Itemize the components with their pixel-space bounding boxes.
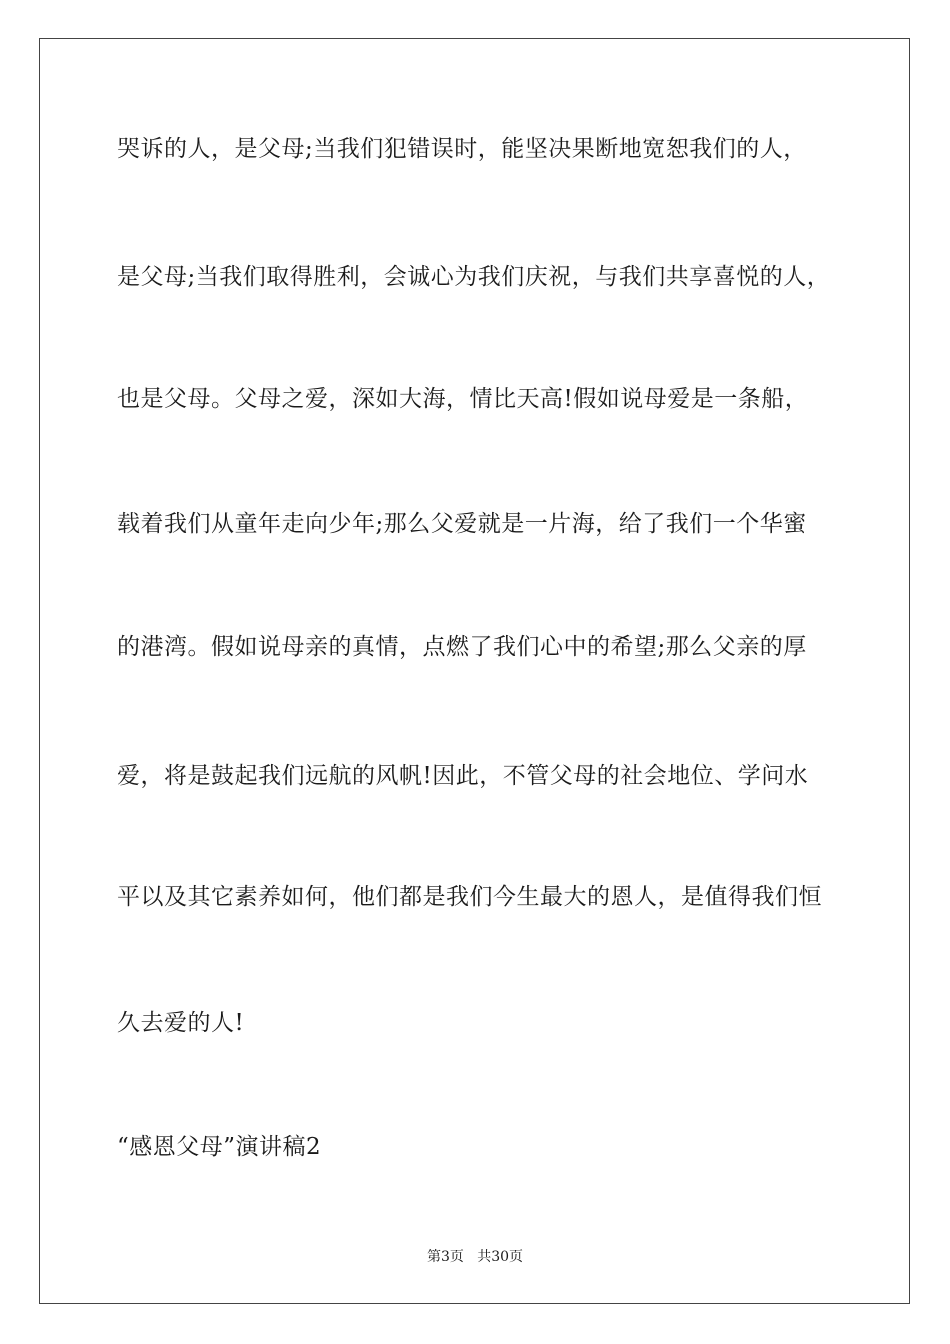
body-text-line-4: 载着我们从童年走向少年;那么父爱就是一片海，给了我们一个华蜜: [117, 511, 807, 537]
page-number-footer: 第3页 共30页: [426, 1249, 524, 1265]
body-text-line-8: 久去爱的人!: [117, 1010, 245, 1036]
body-text-line-2: 是父母;当我们取得胜利，会诚心为我们庆祝，与我们共享喜悦的人，: [117, 264, 831, 290]
body-text-line-5: 的港湾。假如说母亲的真情，点燃了我们心中的希望;那么父亲的厚: [117, 634, 807, 660]
body-text-line-1: 哭诉的人，是父母;当我们犯错误时，能坚决果断地宽恕我们的人，: [117, 136, 807, 162]
body-text-line-7: 平以及其它素养如何，他们都是我们今生最大的恩人，是值得我们恒: [117, 884, 822, 910]
body-text-line-6: 爱，将是鼓起我们远航的风帆!因此，不管父母的社会地位、学问水: [117, 763, 809, 789]
section-heading: “感恩父母”演讲稿2: [117, 1134, 322, 1160]
page-border: [39, 38, 910, 1304]
body-text-line-3: 也是父母。父母之爱，深如大海，情比天高!假如说母爱是一条船，: [117, 386, 809, 412]
